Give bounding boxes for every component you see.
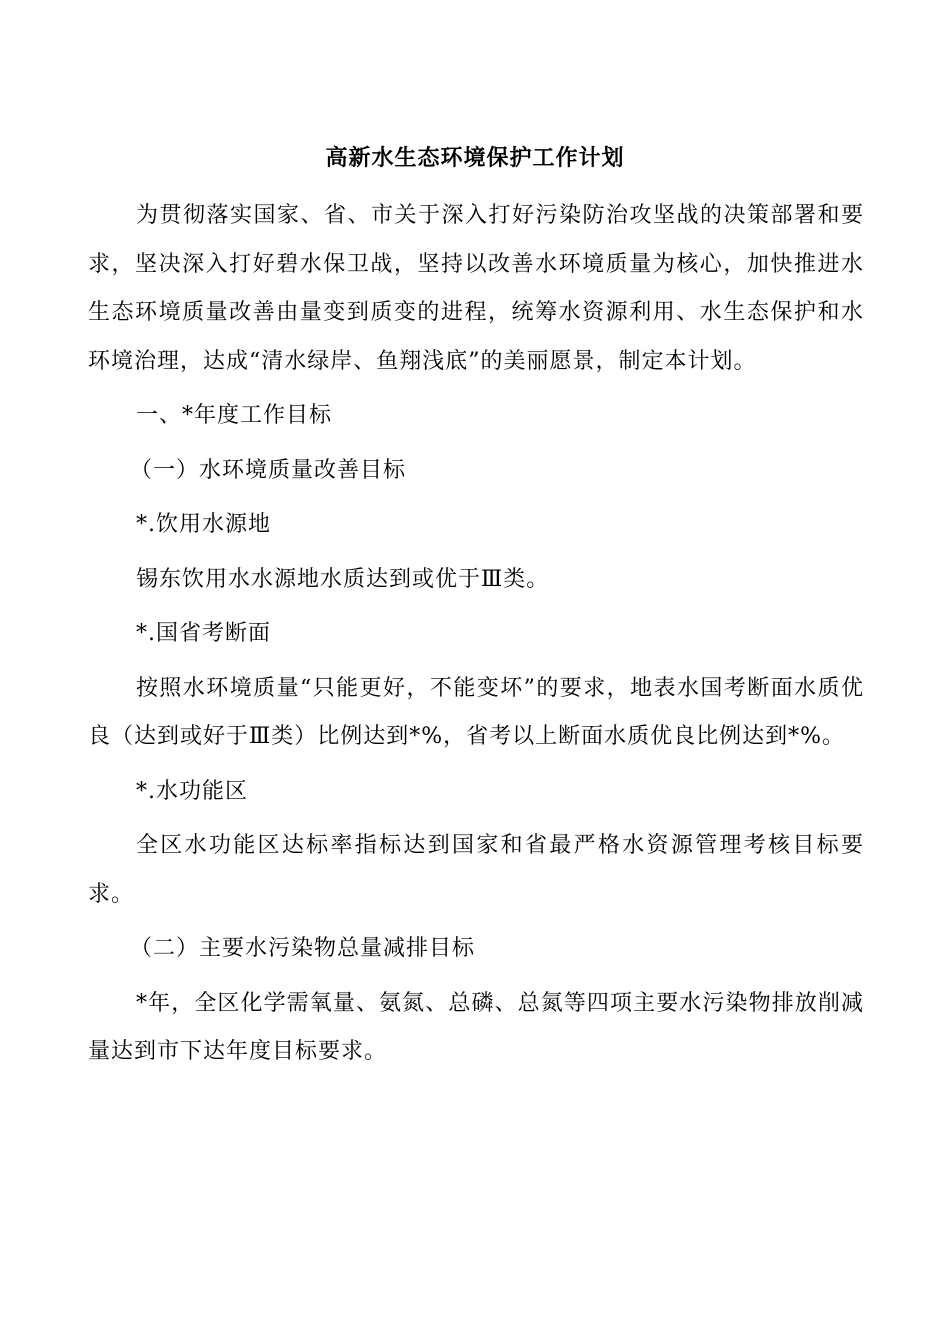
item-heading-drinking-water-source: *.饮用水源地: [136, 512, 271, 537]
drinking-water-paragraph: 锡东饮用水水源地水质达到或优于Ⅲ类。: [136, 566, 550, 592]
subsection-heading-pollutant-reduction: （二）主要水污染物总量减排目标: [130, 936, 476, 961]
water-function-zones-paragraph: 全区水功能区达标率指标达到国家和省最严格水资源管理考核目标要求。: [88, 833, 864, 907]
subsection-heading-water-quality: （一）水环境质量改善目标: [130, 457, 407, 483]
document-title: 高新水生态环境保护工作计划: [325, 145, 625, 171]
item-heading-water-function-zones: *.水功能区: [136, 778, 248, 804]
pollutant-reduction-paragraph: *年，全区化学需氧量、氨氮、总磷、总氮等四项主要水污染物排放削减量达到市下达年度目标要求。: [88, 990, 864, 1064]
intro-paragraph: 为贯彻落实国家、省、市关于深入打好污染防治攻坚战的决策部署和要求，坚决深入打好碧水保卫战，坚持以改善水环境质量为核心，加快推进水生态环境质量改善由量变到质变的进程，统筹水资源利用、水生态保护和水环境治理，达成“清水绿岸、鱼翔浅底”的美丽愿景，制定本计划。: [88, 203, 864, 374]
document-body: [88, 192, 864, 1077]
item-heading-assessment-sections: *.国省考断面: [136, 621, 271, 646]
section-heading-annual-goals: 一、*年度工作目标: [136, 403, 333, 428]
assessment-sections-paragraph: 按照水环境质量“只能更好，不能变坏”的要求，地表水国考断面水质优良（达到或好于Ⅲ类）比例达到*%，省考以上断面水质优良比例达到*%。: [88, 675, 864, 749]
